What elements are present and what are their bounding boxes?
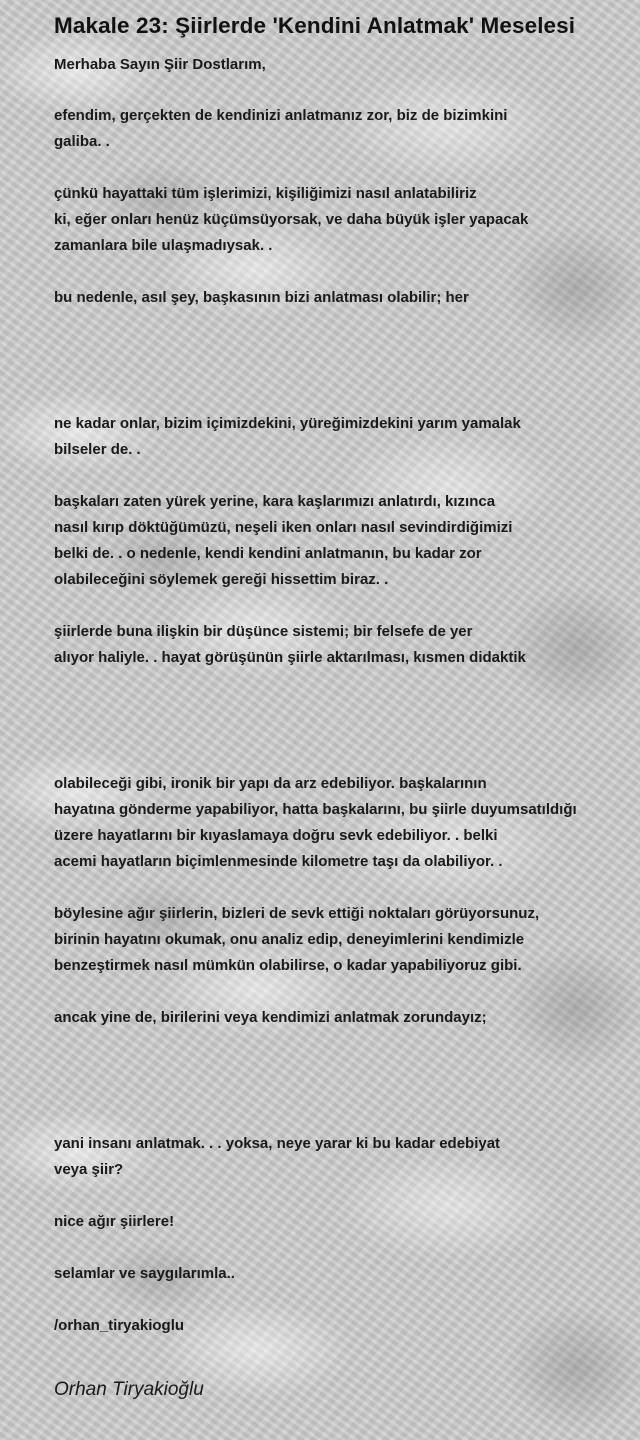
paragraph: selamlar ve saygılarımla.. xyxy=(54,1265,235,1282)
paragraph: nice ağır şiirlere! xyxy=(54,1213,175,1230)
author-handle: /orhan_tiryakioglu xyxy=(54,1317,185,1334)
paragraph: ancak yine de, birilerini veya kendimizi anlatmak zorundayız; xyxy=(54,1009,487,1026)
paragraph: olabileceği gibi, ironik bir yapı da arz edebiliyor. başkalarının hayatına gönderme yapabiliyor, hatta başkalarını, bu şiirle duyumsatıldığı üzere hayatlarını bir kıyaslamaya doğru sevk edebiliyor. . belki acemi hayatların biçimlenmesinde kilometre taşı da olabiliyor. . xyxy=(54,775,577,870)
article-title: Makale 23: Şiirlerde 'Kendini Anlatmak' Meselesi xyxy=(54,13,576,38)
paragraph: çünkü hayattaki tüm işlerimizi, kişiliğimizi nasıl anlatabiliriz ki, eğer onları henüz küçümsüyorsak, ve daha büyük işler yapacak zamanlara bile ulaşmadıysak. . xyxy=(54,185,529,254)
paragraph: yani insanı anlatmak. . . yoksa, neye yarar ki bu kadar edebiyat veya şiir? xyxy=(54,1135,501,1178)
paragraph: bu nedenle, asıl şey, başkasının bizi anlatması olabilir; her xyxy=(54,289,469,306)
paragraph: efendim, gerçekten de kendinizi anlatmanız zor, biz de bizimkini galiba. . xyxy=(54,107,508,150)
paragraph: ne kadar onlar, bizim içimizdekini, yüreğimizdekini yarım yamalak bilseler de. . xyxy=(54,415,521,458)
paragraph: Merhaba Sayın Şiir Dostlarım, xyxy=(54,56,266,73)
paragraph: şiirlerde buna ilişkin bir düşünce sistemi; bir felsefe de yer alıyor haliyle. . hayat görüşünün şiirle aktarılması, kısmen didaktik xyxy=(54,623,526,666)
author-signature: Orhan Tiryakioğlu xyxy=(54,1379,204,1400)
paragraph: başkaları zaten yürek yerine, kara kaşlarımızı anlatırdı, kızınca nasıl kırıp döktüğümüzü, neşeli iken onları nasıl sevindirdiğimizi belki de. . o nedenle, kendi kendini anlatmanın, bu kadar zor olabileceğini söylemek gereği hissettim biraz. . xyxy=(54,493,513,588)
paragraph: böylesine ağır şiirlerin, bizleri de sevk ettiği noktaları görüyorsunuz, birinin hayatını okumak, onu analiz edip, deneyimlerini kendimizle benzeştirmek nasıl mümkün olabilirse, o kadar yapabiliyoruz gibi. xyxy=(54,905,540,974)
